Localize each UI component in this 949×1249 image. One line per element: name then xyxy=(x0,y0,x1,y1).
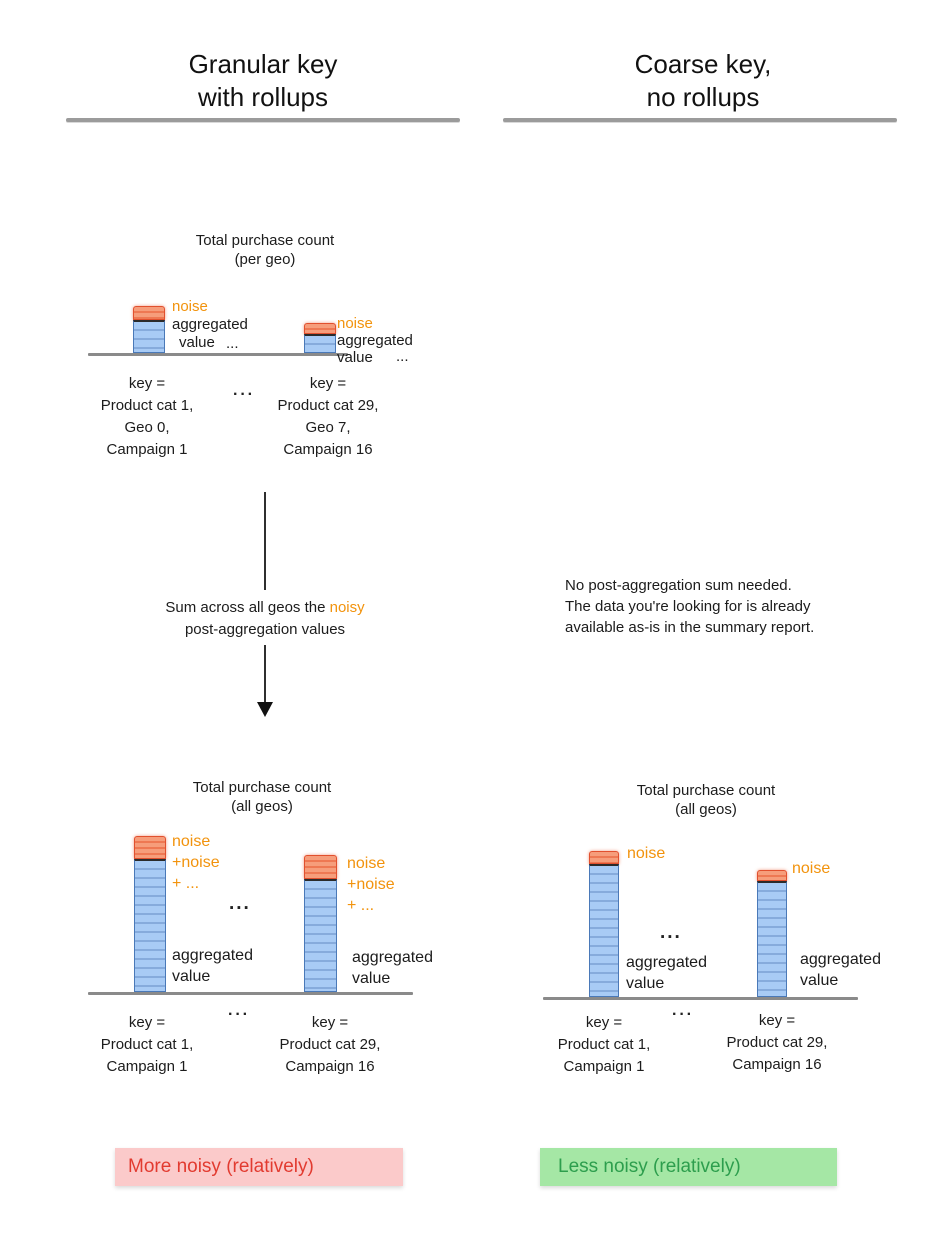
bottom-right-chart-title-line2: (all geos) xyxy=(675,801,737,818)
key-line: key = xyxy=(128,1014,166,1031)
arrow-label-noisy: noisy xyxy=(329,599,365,616)
top-left-bar-1 xyxy=(133,306,165,353)
key-line: Product cat 29, xyxy=(277,397,379,414)
arrow-head xyxy=(257,702,273,717)
top-left-between-keys-ellipsis: ··· xyxy=(233,386,255,403)
key-line: Product cat 1, xyxy=(100,1036,194,1053)
key-line: Geo 7, xyxy=(305,419,351,436)
key-line: Campaign 1 xyxy=(563,1058,645,1075)
less-noisy-badge: Less noisy (relatively) xyxy=(540,1148,837,1186)
aggregated-value-bar xyxy=(134,859,166,992)
bottom-right-between-bars-ellipsis: ... xyxy=(660,922,682,943)
aggregated-value-bar xyxy=(304,879,337,992)
bottom-left-between-keys-ellipsis: ··· xyxy=(228,1006,250,1023)
key-line: Campaign 16 xyxy=(732,1056,822,1073)
aggregated-label-line2: value xyxy=(800,972,839,989)
key-line: key = xyxy=(128,375,166,392)
left-column-title xyxy=(100,48,426,114)
aggregated-label-line1: aggregated xyxy=(172,316,248,333)
aggregated-label-line2: value xyxy=(352,970,391,987)
key-line: Product cat 1, xyxy=(100,397,194,414)
left-column-divider xyxy=(66,118,460,122)
bottom-right-bar1-agg-label xyxy=(626,952,707,994)
bottom-right-chart-title xyxy=(556,781,856,819)
key-line: Product cat 29, xyxy=(726,1034,828,1051)
bottom-left-axis xyxy=(88,992,413,995)
arrow-label-line1 xyxy=(110,597,420,619)
aggregated-label-line1: aggregated xyxy=(800,951,881,968)
bottom-right-key-1 xyxy=(524,1012,684,1078)
key-line: Campaign 1 xyxy=(106,441,188,458)
noise-cap xyxy=(304,323,336,334)
arrow-shaft-top xyxy=(264,492,266,590)
noise-label: noise xyxy=(172,833,211,850)
aggregated-label-line2: value xyxy=(172,968,211,985)
aggregated-label-line2: value xyxy=(179,334,215,351)
left-column-title-line1: Granular key xyxy=(188,49,338,79)
key-line: key = xyxy=(309,375,347,392)
key-line: Campaign 16 xyxy=(285,1058,375,1075)
bottom-right-bar-2 xyxy=(757,870,787,997)
bottom-left-chart-title-line2: (all geos) xyxy=(231,798,293,815)
aggregated-label-line1: aggregated xyxy=(337,332,413,349)
key-line: Product cat 1, xyxy=(557,1036,651,1053)
bottom-right-bar-1 xyxy=(589,851,619,997)
noise-label: + ... xyxy=(347,897,375,914)
key-line: key = xyxy=(758,1012,796,1029)
bottom-right-bar1-noise-label: noise xyxy=(627,845,666,862)
right-column-title xyxy=(540,48,866,114)
bottom-right-chart-title-line1: Total purchase count xyxy=(636,782,776,799)
key-line: key = xyxy=(585,1014,623,1031)
bottom-right-bar2-noise-label: noise xyxy=(792,860,831,877)
bottom-left-bar1-agg-label xyxy=(172,945,253,987)
aggregated-label-line1: aggregated xyxy=(352,949,433,966)
key-line: Product cat 29, xyxy=(279,1036,381,1053)
noise-cap xyxy=(304,855,337,879)
bottom-right-key-2 xyxy=(697,1010,857,1076)
top-left-key-1 xyxy=(67,373,227,461)
aggregated-label-line2: value xyxy=(626,975,665,992)
key-line: Campaign 16 xyxy=(283,441,373,458)
bottom-left-bar2-noise-stack xyxy=(347,853,395,916)
noise-cap xyxy=(589,851,619,864)
key-line: key = xyxy=(311,1014,349,1031)
aggregated-value-bar xyxy=(133,320,165,353)
top-left-key-2 xyxy=(248,373,408,461)
noise-label: noise xyxy=(347,855,386,872)
noise-cap xyxy=(757,870,787,881)
right-note xyxy=(565,575,814,638)
bottom-left-bar-2 xyxy=(304,855,337,992)
aggregated-value-bar xyxy=(304,334,336,353)
key-line: Campaign 1 xyxy=(106,1058,188,1075)
right-note-line1: No post-aggregation sum needed. xyxy=(565,577,792,594)
top-left-chart-title-line1: Total purchase count xyxy=(195,232,335,249)
left-column-title-line2: with rollups xyxy=(197,82,329,112)
aggregated-label-line1: aggregated xyxy=(626,954,707,971)
bottom-right-axis xyxy=(543,997,858,1000)
bottom-left-bar2-agg-label xyxy=(352,947,433,989)
right-column-divider xyxy=(503,118,897,122)
arrow-label-line2: post-aggregation values xyxy=(184,621,346,638)
bottom-left-key-1 xyxy=(67,1012,227,1078)
more-noisy-badge: More noisy (relatively) xyxy=(115,1148,403,1186)
top-left-bar1-ellipsis: ... xyxy=(226,335,239,352)
bottom-left-bar-1 xyxy=(134,836,166,992)
arrow-shaft-bottom xyxy=(264,645,266,703)
right-column-title-line1: Coarse key, xyxy=(634,49,772,79)
bottom-left-between-bars-ellipsis: ... xyxy=(229,893,251,914)
arrow-label-text: Sum across all geos the xyxy=(165,599,330,616)
right-column-title-line2: no rollups xyxy=(646,82,760,112)
arrow-label xyxy=(110,597,420,641)
top-left-bar2-ellipsis: ... xyxy=(396,348,409,365)
top-left-chart-title xyxy=(115,231,415,269)
aggregated-label-line2: value xyxy=(337,349,373,366)
right-note-line3: available as-is in the summary report. xyxy=(565,619,815,636)
top-left-bar-2 xyxy=(304,323,336,353)
key-line: Geo 0, xyxy=(124,419,170,436)
bottom-left-key-2 xyxy=(250,1012,410,1078)
bottom-right-bar2-agg-label xyxy=(800,949,881,991)
bottom-left-chart-title-line1: Total purchase count xyxy=(192,779,332,796)
aggregated-label-line1: aggregated xyxy=(172,947,253,964)
bottom-left-chart-title xyxy=(112,778,412,816)
noise-label: noise xyxy=(172,298,208,315)
noise-label: +noise xyxy=(347,876,395,893)
aggregated-value-bar xyxy=(757,881,787,997)
top-left-chart-title-line2: (per geo) xyxy=(234,251,296,268)
aggregated-value-bar xyxy=(589,864,619,997)
noise-label: +noise xyxy=(172,854,220,871)
bottom-left-bar1-noise-stack xyxy=(172,831,220,894)
bottom-right-between-keys-ellipsis: ··· xyxy=(672,1006,694,1023)
noise-cap xyxy=(134,836,166,859)
noise-label: noise xyxy=(337,315,373,332)
top-left-axis xyxy=(88,353,348,356)
noise-cap xyxy=(133,306,165,320)
right-note-line2: The data you're looking for is already xyxy=(565,598,811,615)
noise-label: + ... xyxy=(172,875,200,892)
